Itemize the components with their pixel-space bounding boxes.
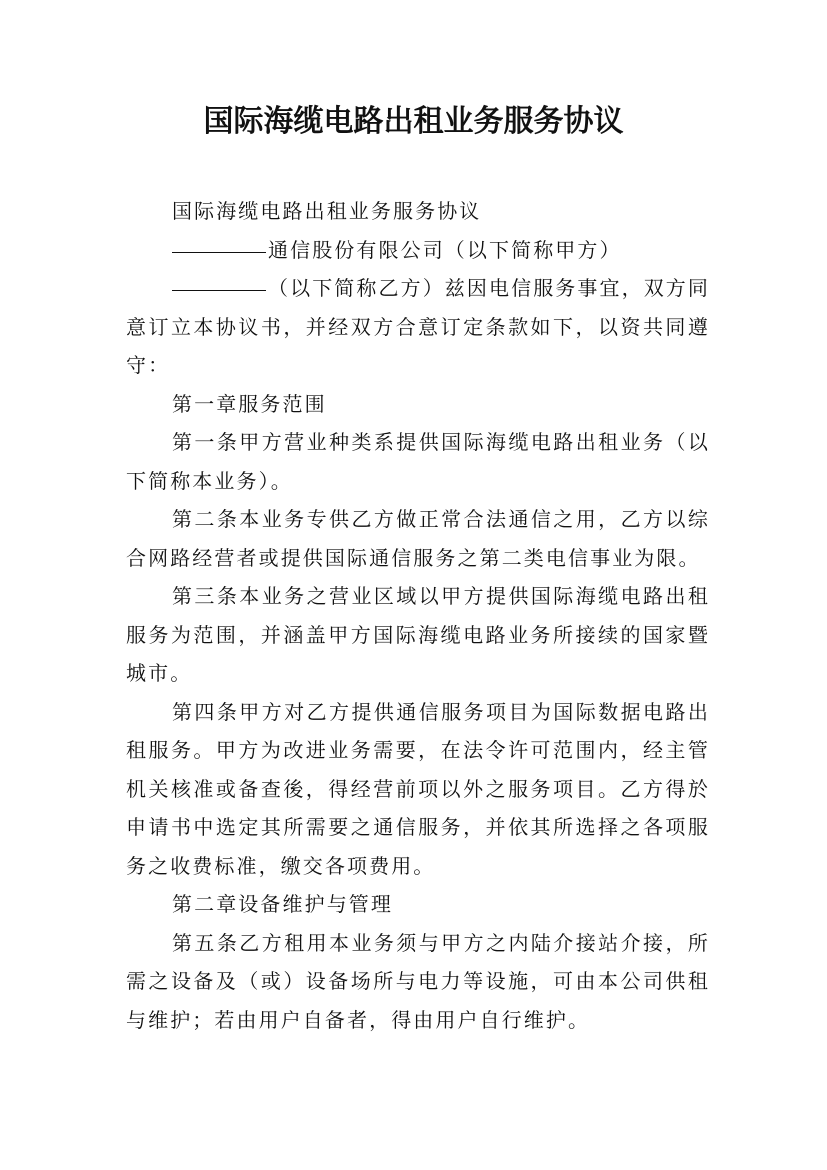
- article-3: [126, 577, 710, 693]
- paragraph-text: 第四条甲方对乙方提供通信服务项目为国际数据电路出租服务。甲方为改进业务需要，在法令许可范围内，经主管机关核准或备查後，得经营前项以外之服务项目。乙方得於申请书中选定其所需要之通信服务，并依其所选择之各项服务之收费标准，缴交各项费用。: [126, 699, 710, 878]
- paragraph-text: 国际海缆电路出租业务服务协议: [172, 199, 482, 223]
- paragraph-party-b: [126, 269, 710, 385]
- paragraph-text: 通信股份有限公司（以下简称甲方）: [268, 237, 622, 262]
- article-1: [126, 423, 710, 500]
- paragraph-party-a: [126, 231, 710, 270]
- paragraph-heading-repeat: [126, 192, 710, 231]
- fill-in-blank: [172, 289, 266, 291]
- paragraph-text: 第三条本业务之营业区域以甲方提供国际海缆电路出租服务为范围，并涵盖甲方国际海缆电路业务所接续的国家暨城市。: [126, 584, 710, 685]
- paragraph-text: 第一条甲方营业种类系提供国际海缆电路出租业务（以下简称本业务）。: [126, 430, 710, 493]
- paragraph-text: （以下简称乙方）兹因电信服务事宜，双方同意订立本协议书，并经双方合意订定条款如下，以资共同遵守：: [126, 276, 710, 377]
- article-5: [126, 924, 710, 1040]
- paragraph-text: 第五条乙方租用本业务须与甲方之内陆介接站介接，所需之设备及（或）设备场所与电力等设施，可由本公司供租与维护；若由用户自备者，得由用户自行维护。: [126, 930, 710, 1032]
- document-body: [126, 192, 710, 1039]
- paragraph-text: 第二章设备维护与管理: [172, 892, 393, 916]
- paragraph-text: 第二条本业务专供乙方做正常合法通信之用，乙方以综合网路经营者或提供国际通信服务之第二类电信事业为限。: [126, 507, 710, 570]
- chapter-heading-1: [126, 385, 710, 424]
- article-4: [126, 693, 710, 886]
- fill-in-blank: [172, 251, 266, 253]
- chapter-heading-2: [126, 885, 710, 924]
- paragraph-text: 第一章服务范围: [172, 391, 327, 416]
- document-title: 国际海缆电路出租业务服务协议: [203, 104, 624, 139]
- article-2: [126, 500, 710, 577]
